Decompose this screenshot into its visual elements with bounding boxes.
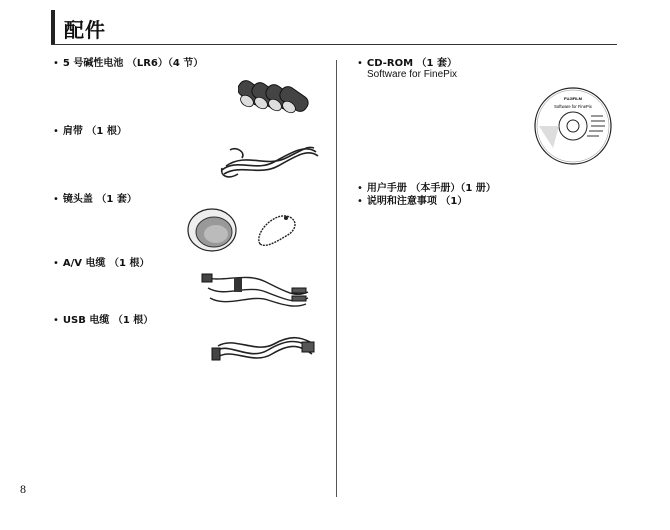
title-bar-accent: [51, 10, 55, 44]
item-av-cable: [53, 258, 149, 270]
item-notes: [357, 196, 467, 208]
bullet: •: [53, 126, 59, 137]
column-divider: [336, 60, 337, 497]
lens-cap-illustration: [186, 204, 308, 254]
item-usb-cable: [53, 315, 153, 327]
item-user-manual: [357, 183, 496, 195]
item-shoulder-strap: [53, 126, 127, 138]
item-label: 肩带 （1 根）: [62, 126, 127, 137]
item-lens-cap: [53, 194, 137, 206]
shoulder-strap-illustration: [216, 138, 322, 182]
item-label: A/V 电缆 （1 根）: [62, 258, 150, 269]
av-cable-illustration: [196, 268, 314, 312]
item-label: 镜头盖 （1 套）: [62, 194, 137, 205]
cd-title-text: Software for FinePix: [554, 104, 592, 109]
cd-brand-text: FUJIFILM: [564, 96, 582, 101]
bullet: •: [53, 315, 59, 326]
item-label: 用户手册 （本手册）（1 册）: [366, 183, 496, 194]
bullet: •: [53, 258, 59, 269]
bullet: •: [357, 196, 363, 207]
usb-cable-illustration: [208, 332, 320, 366]
bullet: •: [357, 183, 363, 194]
cd-rom-subtext: Software for FinePix: [367, 69, 458, 80]
item-label: 说明和注意事项 （1）: [366, 196, 468, 207]
item-label: 5 号碱性电池 （LR6）（4 节）: [62, 58, 204, 69]
item-label: CD-ROM （1 套）: [366, 58, 457, 69]
title-underline: [51, 44, 617, 45]
bullet: •: [53, 58, 59, 69]
item-batteries: [53, 58, 203, 70]
bullet: •: [357, 58, 363, 69]
page-title: 配件: [64, 18, 106, 42]
page-number: 8: [20, 482, 26, 496]
batteries-illustration: [238, 68, 314, 116]
cd-rom-illustration: [533, 86, 613, 166]
item-label: USB 电缆 （1 根）: [62, 315, 154, 326]
bullet: •: [53, 194, 59, 205]
